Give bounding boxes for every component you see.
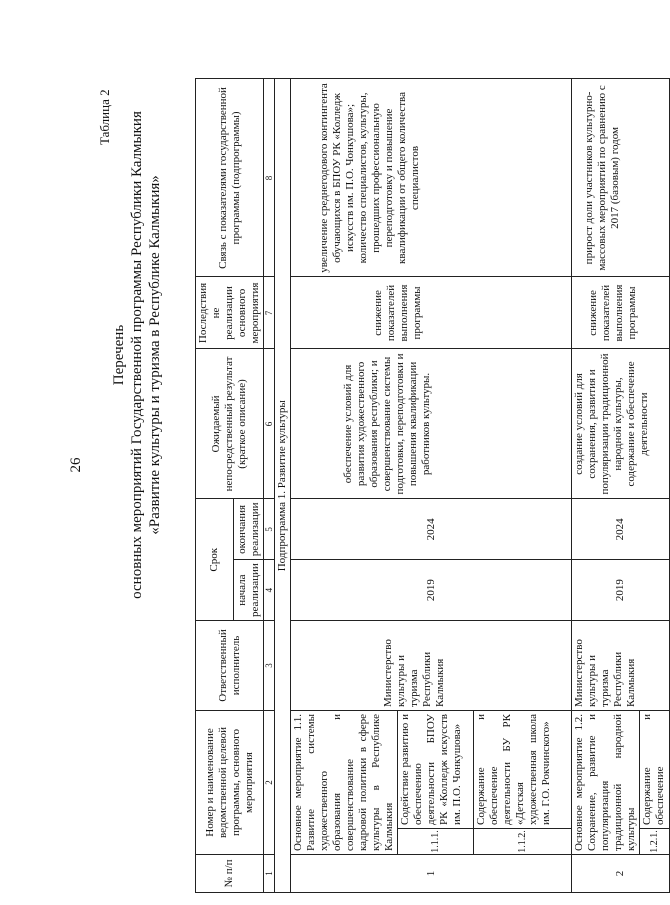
document-title	[110, 105, 164, 605]
row-1-consequence-text: снижение показателей выполнения программы	[372, 284, 423, 342]
row-1-executor-text: Министерство культуры и туризма Республики Калмыкия	[382, 639, 446, 707]
row-2-main	[572, 79, 640, 893]
row-1-relation-text: увеличение среднегодового контингента обучающихся в БПОУ РК «Колледж искусств им. П.О. Чонкушова»; количество специалистов, культуры, прошедших профессиональную переподготовку и повышение квалификации от общего количества специалистов	[318, 83, 421, 273]
header-name: Номер и наименование ведомственной целевой программы, основного мероприятия	[196, 711, 264, 855]
page-number: 26	[68, 457, 84, 473]
header-result: Ожидаемый непосредственный результат (краткое описание)	[196, 349, 264, 499]
col-number: 2	[264, 711, 275, 855]
subprogram-title: Подпрограмма 1. Развитие культуры	[275, 79, 291, 893]
title-line-1: Перечень	[111, 324, 127, 386]
events-table	[195, 78, 670, 893]
row-1-sub-1-text: Содействие развитию и обеспечению деятельности БПОУ РК «Колледж искусств им. П.О. Чонкушова»	[398, 711, 474, 829]
title-line-3: «Развитие культуры и туризма в Республике Калмыкия»	[147, 175, 163, 535]
row-2-relation	[572, 79, 670, 277]
header-num: № п/п	[196, 855, 264, 893]
row-2-main-event: Основное мероприятие 1.2. Сохранение, развитие и популяризация традиционной народной культуры	[572, 711, 640, 855]
header-start: начала реализации	[234, 560, 264, 621]
row-1-num: 1	[291, 855, 572, 893]
subprogram-row	[275, 79, 291, 893]
row-2-end: 2024	[572, 499, 670, 560]
col-number: 8	[264, 79, 275, 277]
row-2-executor: Министерство культуры и туризма Республики Калмыкия	[572, 621, 670, 711]
header-executor: Ответственный исполнитель	[196, 621, 264, 711]
row-1-main-event: Основное мероприятие 1.1. Развитие системы художественного образования и совершенствование кадровой политики в сфере культуры в Республике Калмыкия	[291, 711, 398, 855]
row-1-consequence	[291, 277, 572, 349]
col-number: 1	[264, 855, 275, 893]
title-line-2: основных мероприятий Государственной программы Республики Калмыкия	[129, 111, 145, 599]
row-1-relation	[291, 79, 572, 277]
header-relation: Связь с показателями государственной программы (подпрограммы)	[196, 79, 264, 277]
row-2-consequence-text: снижение показателей выполнения программы	[587, 284, 638, 342]
header-row-1	[196, 79, 234, 893]
row-1-executor	[291, 621, 572, 711]
column-numbers-row	[264, 79, 275, 893]
row-2-sub-1-text: Содержание и обеспечение	[640, 711, 670, 829]
table-label: Таблица 2	[97, 89, 112, 145]
row-2-consequence	[572, 277, 670, 349]
col-number: 7	[264, 277, 275, 349]
col-number: 6	[264, 349, 275, 499]
row-2-sub-1-code: 1.2.1.	[640, 829, 670, 855]
header-term: Срок	[196, 499, 234, 621]
row-1-sub-2-text: Содержание и обеспечение деятельности БУ РК «Детская художественная школа им. Г.О. Рокчинского»	[474, 711, 572, 829]
row-1-sub-2-code: 1.1.2.	[474, 829, 572, 855]
row-2-result: создание условий для сохранения, развития и популяризации традиционной народной культуры, содержание и обеспечение деятельности	[572, 349, 670, 499]
row-2-num: 2	[572, 855, 670, 893]
row-1-main	[291, 79, 398, 893]
row-1-end: 2024	[291, 499, 572, 560]
row-2-relation-text: прирост доли участников культурно-массовых мероприятий по сравнению с 2017 (базовым) годом	[583, 85, 621, 271]
row-1-result	[291, 349, 572, 499]
row-1-sub-1-code: 1.1.1.	[398, 829, 474, 855]
col-number: 4	[264, 560, 275, 621]
row-2-start: 2019	[572, 560, 670, 621]
header-consequence: Последствия не реализации основного мероприятия	[196, 277, 264, 349]
header-end: окончания реализации	[234, 499, 264, 560]
row-1-start: 2019	[291, 560, 572, 621]
col-number: 3	[264, 621, 275, 711]
row-1-result-text: обеспечение условий для развития художественного образования республики; и совершенствование системы подготовки, переподготовки и повышения квалификации работников культуры.	[342, 353, 432, 495]
col-number: 5	[264, 499, 275, 560]
